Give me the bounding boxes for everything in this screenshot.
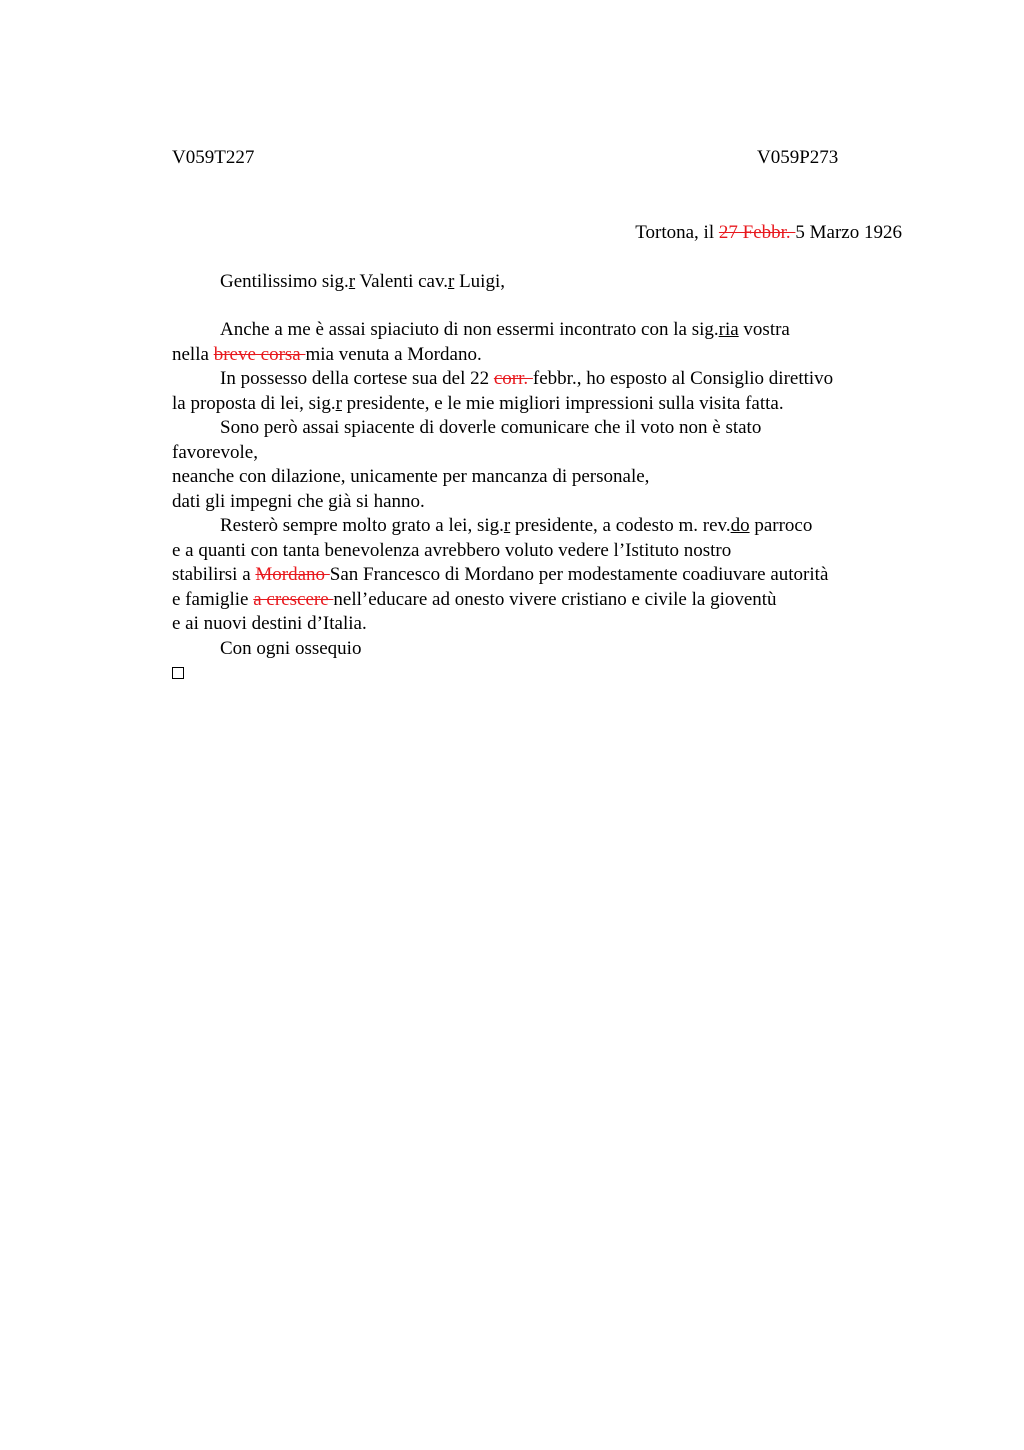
archive-code-right: V059P273 — [757, 147, 839, 168]
body-line — [172, 392, 912, 417]
dateline-place: Tortona, il — [635, 222, 719, 243]
letter-body — [172, 318, 912, 686]
body-line — [172, 588, 912, 613]
dateline-deleted-text: 27 Febbr. — [718, 222, 796, 243]
underlined-text: ria — [718, 319, 739, 340]
dateline — [635, 222, 902, 244]
dateline-date: 5 Marzo 1926 — [795, 222, 902, 243]
square-box-icon — [172, 667, 184, 679]
body-text: stabilirsi a — [172, 564, 256, 585]
body-line — [172, 539, 912, 564]
body-text: la proposta di lei, sig. — [172, 392, 336, 414]
body-text: vostra — [738, 319, 790, 340]
body-text: San Francesco di Mordano per modestamente coadiuvare autorità — [329, 564, 829, 585]
body-line — [172, 441, 912, 466]
body-text: nell’educare ad onesto vivere cristiano e civile la gioventù — [333, 588, 777, 610]
salutation-underlined: r — [348, 271, 356, 292]
body-text: dati gli impegni che già si hanno. — [172, 490, 425, 512]
body-text: Sono però assai spiacente di doverle comunicare che il voto non è stato — [220, 417, 762, 438]
body-line — [172, 367, 912, 392]
body-text: In possesso della cortese sua del 22 — [220, 368, 494, 389]
closing-text: Con ogni ossequio — [220, 637, 362, 659]
deleted-text: corr. — [493, 368, 533, 389]
underlined-text: r — [503, 515, 511, 536]
closing-line — [172, 637, 912, 662]
underlined-text: r — [335, 392, 342, 414]
body-text: Anche a me è assai spiaciuto di non essermi incontrato con la sig. — [220, 319, 719, 340]
body-line — [172, 490, 912, 515]
body-text: e a quanti con tanta benevolenza avrebbero voluto vedere l’Istituto nostro — [172, 539, 732, 561]
body-line — [172, 563, 912, 588]
body-line — [172, 514, 912, 539]
salutation — [220, 271, 505, 293]
body-text: nella — [172, 343, 214, 365]
end-mark-line — [172, 661, 912, 686]
body-line — [172, 465, 912, 490]
archive-code-left: V059T227 — [172, 147, 255, 168]
body-text: presidente, e le mie migliori impressioni sulla visita fatta. — [341, 392, 784, 414]
body-text: neanche con dilazione, unicamente per mancanza di personale, — [172, 466, 650, 487]
body-line — [172, 416, 912, 441]
salutation-text: Gentilissimo sig. — [220, 271, 349, 292]
body-text: Resterò sempre molto grato a lei, sig. — [220, 515, 504, 536]
body-text: e famiglie — [172, 588, 254, 610]
underlined-text: do — [730, 515, 750, 536]
salutation-text: Luigi, — [454, 271, 505, 292]
body-text: parroco — [749, 515, 813, 536]
salutation-text: Valenti cav. — [355, 271, 448, 292]
deleted-text: Mordano — [255, 564, 330, 585]
body-text: mia venuta a Mordano. — [305, 343, 482, 365]
deleted-text: breve corsa — [213, 343, 306, 365]
salutation-underlined: r — [447, 271, 455, 292]
body-text: favorevole, — [172, 441, 258, 463]
body-text: presidente, a codesto m. rev. — [510, 515, 731, 536]
body-text: febbr., ho esposto al Consiglio direttivo — [532, 368, 834, 389]
body-line — [172, 318, 912, 343]
deleted-text: a crescere — [253, 588, 334, 610]
body-text: e ai nuovi destini d’Italia. — [172, 613, 367, 634]
body-line — [172, 343, 912, 368]
body-line — [172, 612, 912, 637]
